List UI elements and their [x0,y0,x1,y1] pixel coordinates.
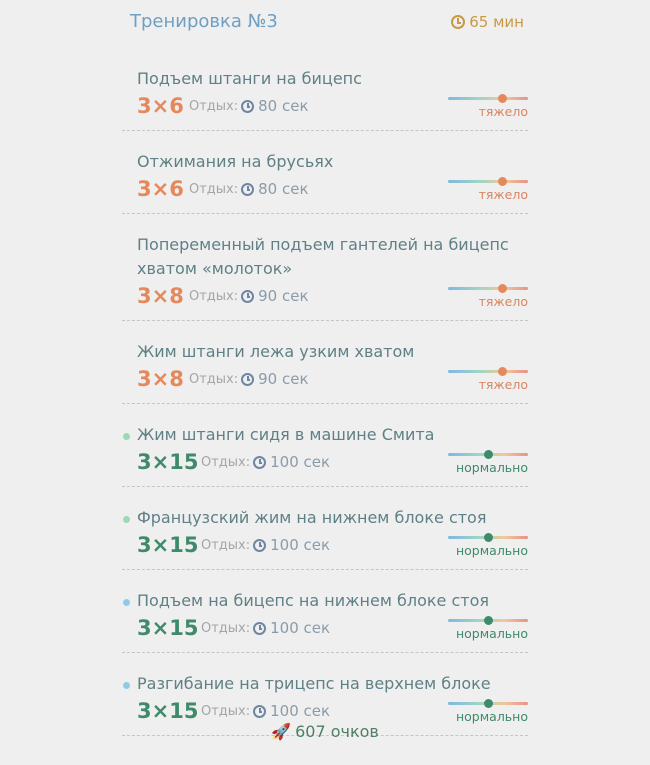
intensity-label: тяжело [478,377,528,392]
intensity-track [448,97,528,100]
intensity-slider [448,446,528,478]
rest-value [253,536,330,554]
workout-header [130,10,524,36]
clock-icon [451,15,465,29]
exercise-item[interactable] [122,145,528,214]
rest-label: Отдых: [201,703,251,719]
intensity-knob [484,533,493,542]
intensity-label: тяжело [478,187,528,202]
intensity-track [448,180,528,183]
exercise-details [137,531,528,559]
intensity-knob [498,177,507,186]
status-dot-icon [123,516,130,523]
rest-value [241,370,308,388]
clock-icon [241,183,254,196]
rest-time: 100 сек [270,453,331,471]
rest-time: 100 сек [270,702,331,720]
exercise-name: Французский жим на нижнем блоке стоя [137,508,487,527]
sets-reps: 3×15 [137,699,199,723]
sets-reps: 3×6 [137,94,184,118]
rest-time: 80 сек [258,97,309,115]
exercise-details [137,448,528,476]
exercise-item[interactable] [122,62,528,131]
rest-label: Отдых: [201,620,251,636]
clock-icon [241,100,254,113]
rest-label: Отдых: [189,181,239,197]
exercise-details [137,175,528,203]
sets-reps: 3×15 [137,533,199,557]
intensity-knob [484,450,493,459]
exercise-item[interactable] [122,228,528,321]
exercise-list [122,62,528,750]
rest-value [241,97,308,115]
rest-label: Отдых: [189,98,239,114]
rest-value [253,619,330,637]
rest-time: 100 сек [270,619,331,637]
sets-reps: 3×15 [137,616,199,640]
exercise-name: Жим штанги сидя в машине Смита [137,425,435,444]
rest-time: 100 сек [270,536,331,554]
intensity-label: тяжело [478,104,528,119]
rest-value [241,180,308,198]
exercise-item[interactable] [122,418,528,487]
rest-time: 90 сек [258,287,309,305]
exercise-details [137,614,528,642]
intensity-knob [498,94,507,103]
points-footer [0,722,650,741]
rest-label: Отдых: [189,288,239,304]
sets-reps: 3×6 [137,177,184,201]
rest-time: 80 сек [258,180,309,198]
clock-icon [241,373,254,386]
rest-value [253,702,330,720]
intensity-slider [448,280,528,312]
status-dot-icon [123,433,130,440]
intensity-track [448,287,528,290]
exercise-details [137,365,528,393]
intensity-knob [498,367,507,376]
sets-reps: 3×8 [137,284,184,308]
intensity-slider [448,90,528,122]
rest-label: Отдых: [201,454,251,470]
intensity-knob [484,699,493,708]
exercise-name: Жим штанги лежа узким хватом [137,342,415,361]
sets-reps: 3×8 [137,367,184,391]
duration-value: 65 мин [469,13,524,31]
intensity-slider [448,173,528,205]
exercise-name: Разгибание на трицепс на верхнем блоке [137,674,491,693]
intensity-slider [448,529,528,561]
sets-reps: 3×15 [137,450,199,474]
intensity-label: тяжело [478,294,528,309]
clock-icon [241,290,254,303]
exercise-details [137,697,528,725]
intensity-label: нормально [455,543,528,558]
exercise-name: Отжимания на брусьях [137,152,334,171]
exercise-item[interactable] [122,335,528,404]
intensity-label: нормально [455,460,528,475]
intensity-slider [448,363,528,395]
workout-duration [451,13,524,31]
exercise-details [137,92,528,120]
intensity-label: нормально [455,709,528,724]
clock-icon [253,622,266,635]
intensity-label: нормально [455,626,528,641]
status-dot-icon [123,599,130,606]
rest-time: 90 сек [258,370,309,388]
exercise-details [137,282,528,310]
rest-label: Отдых: [189,371,239,387]
points-value: 607 очков [295,722,379,741]
rest-label: Отдых: [201,537,251,553]
intensity-knob [484,616,493,625]
status-dot-icon [123,682,130,689]
rest-value [253,453,330,471]
rest-value [241,287,308,305]
intensity-knob [498,284,507,293]
exercise-item[interactable] [122,501,528,570]
exercise-name: Попеременный подъем гантелей на бицепс хватом «молоток» [137,235,509,278]
clock-icon [253,705,266,718]
workout-title: Тренировка №3 [130,11,278,32]
clock-icon [253,456,266,469]
exercise-item[interactable] [122,584,528,653]
intensity-slider [448,612,528,644]
exercise-name: Подъем штанги на бицепс [137,69,362,88]
rocket-icon: 🚀 [271,722,292,741]
clock-icon [253,539,266,552]
intensity-track [448,370,528,373]
exercise-name: Подъем на бицепс на нижнем блоке стоя [137,591,489,610]
